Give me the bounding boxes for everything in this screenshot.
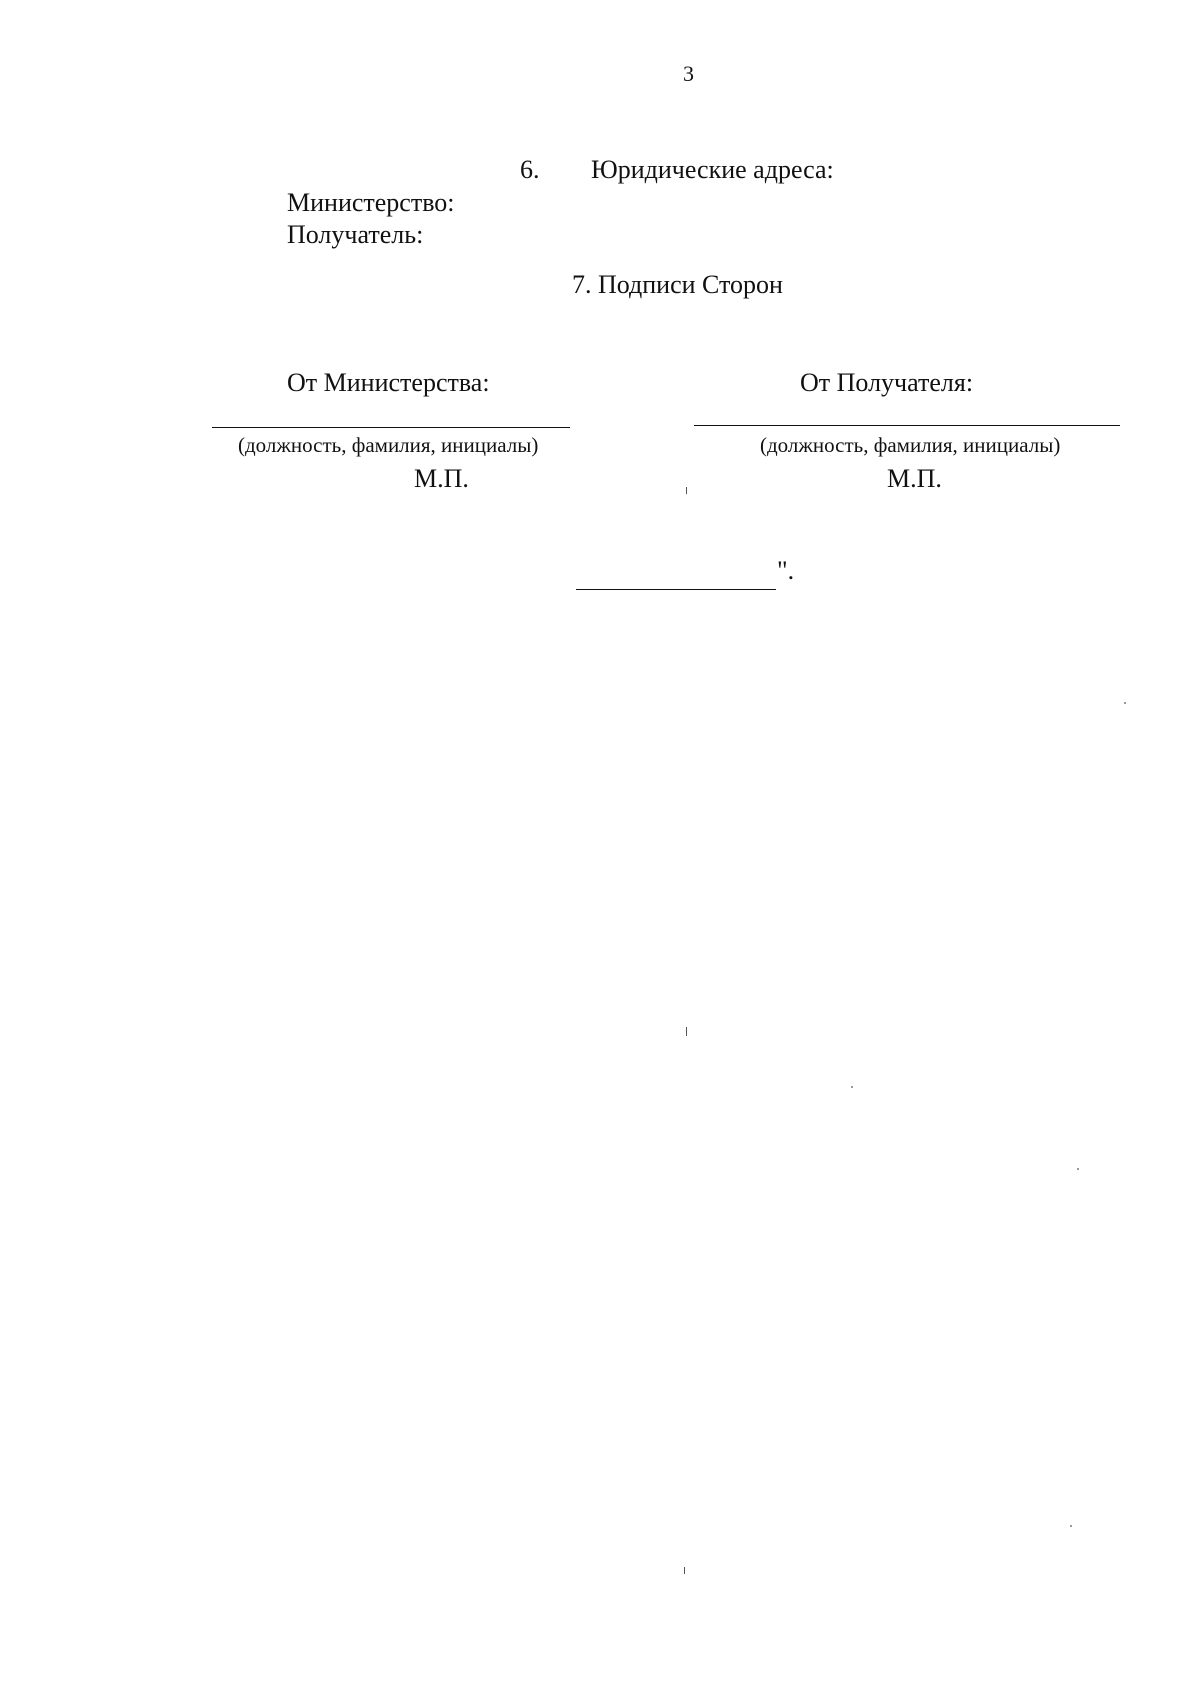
recipient-address-label: Получатель: — [287, 220, 424, 249]
ministry-signature-caption: (должность, фамилия, инициалы) — [238, 433, 539, 457]
recipient-signature-line — [694, 425, 1120, 426]
section-6-title: Юридические адреса: — [591, 155, 834, 184]
scan-dot — [1124, 702, 1126, 704]
section-6-number: 6. — [520, 155, 540, 184]
scan-dot — [1077, 1168, 1079, 1170]
page-number: 3 — [683, 61, 694, 86]
section-7-title: 7. Подписи Сторон — [572, 270, 783, 299]
recipient-signature-label: От Получателя: — [800, 368, 974, 397]
ministry-signature-line — [212, 427, 570, 428]
closing-quote-mark: ". — [777, 556, 795, 585]
ministry-stamp-label: М.П. — [414, 464, 469, 493]
scan-speck — [686, 1027, 687, 1036]
ministry-address-label: Министерство: — [287, 188, 455, 217]
closing-blank-line — [576, 589, 776, 590]
ministry-signature-label: От Министерства: — [287, 368, 490, 397]
recipient-stamp-label: М.П. — [887, 464, 942, 493]
scan-dot — [1070, 1525, 1072, 1527]
scan-dot — [851, 1086, 853, 1088]
recipient-signature-caption: (должность, фамилия, инициалы) — [760, 433, 1061, 457]
scan-speck — [684, 1567, 685, 1574]
scan-speck — [686, 487, 687, 494]
